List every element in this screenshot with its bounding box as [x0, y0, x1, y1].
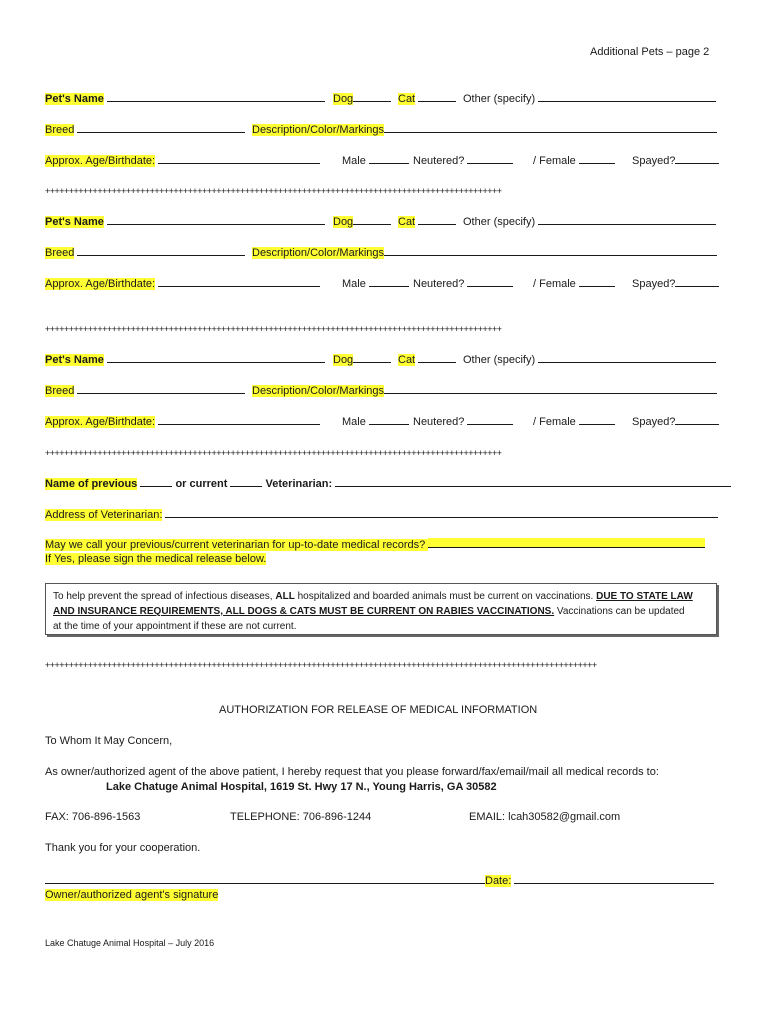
- pets-name-field[interactable]: [107, 215, 325, 225]
- may-we-call-label: May we call your previous/current veterinarian for up-to-date medical records?: [45, 539, 426, 551]
- male-label: Male: [342, 155, 366, 167]
- spayed-label: Spayed?: [632, 416, 676, 428]
- date-label: Date:: [485, 875, 512, 887]
- spayed-label: Spayed?: [632, 155, 676, 167]
- date-field[interactable]: [514, 874, 714, 884]
- notice-all: ALL: [275, 591, 295, 602]
- description-field[interactable]: [384, 384, 717, 394]
- dog-field[interactable]: [353, 353, 391, 363]
- veterinarian-row: [45, 477, 731, 490]
- neutered-field[interactable]: [467, 415, 513, 425]
- to-whom-text: To Whom It May Concern,: [45, 735, 173, 747]
- age-field[interactable]: [158, 154, 320, 164]
- cat-label: Cat: [398, 354, 416, 366]
- age-label: Approx. Age/Birthdate:: [45, 155, 156, 167]
- separator: ++++++++++++++++++++++++++++++++++++++++++++++++++++++++++++++++++++++++++++++++++++++++++++++++: [45, 324, 502, 334]
- cat-field[interactable]: [418, 215, 456, 225]
- age-label: Approx. Age/Birthdate:: [45, 416, 156, 428]
- spayed-field[interactable]: [675, 415, 719, 425]
- description-label: Description/Color/Markings: [252, 124, 385, 136]
- description-label: Description/Color/Markings: [252, 247, 385, 259]
- other-field[interactable]: [538, 215, 716, 225]
- may-we-call-field[interactable]: [428, 538, 705, 548]
- footer-text: Lake Chatuge Animal Hospital – July 2016: [45, 938, 215, 948]
- other-field[interactable]: [538, 353, 716, 363]
- spayed-field[interactable]: [675, 277, 719, 287]
- fax-number: FAX: 706-896-1563: [45, 811, 141, 823]
- dog-label: Dog: [333, 354, 354, 366]
- name-previous-label: Name of previous: [45, 478, 138, 490]
- separator: ++++++++++++++++++++++++++++++++++++++++++++++++++++++++++++++++++++++++++++++++++++++++++++++++++++++++++++++++++++: [45, 660, 597, 670]
- previous-field[interactable]: [140, 477, 172, 487]
- request-text: As owner/authorized agent of the above patient, I hereby request that you please forward/fax/email/mail all medical records to:: [45, 766, 659, 778]
- pets-name-field[interactable]: [107, 92, 325, 102]
- neutered-field[interactable]: [467, 154, 513, 164]
- cat-field[interactable]: [418, 92, 456, 102]
- female-label: / Female: [533, 416, 576, 428]
- other-label: Other (specify): [463, 354, 536, 366]
- dog-field[interactable]: [353, 92, 391, 102]
- notice-state-law: DUE TO STATE LAW: [596, 591, 693, 602]
- female-label: / Female: [533, 155, 576, 167]
- veterinarian-name-field[interactable]: [335, 477, 731, 487]
- notice-requirements: AND INSURANCE REQUIREMENTS, ALL DOGS & CATS MUST BE CURRENT ON RABIES VACCINATIONS.: [53, 606, 555, 617]
- telephone-number: TELEPHONE: 706-896-1244: [230, 811, 372, 823]
- description-field[interactable]: [384, 246, 717, 256]
- female-field[interactable]: [579, 277, 615, 287]
- neutered-label: Neutered?: [413, 278, 465, 290]
- page-label: Additional Pets – page 2: [590, 46, 710, 58]
- female-label: / Female: [533, 278, 576, 290]
- pets-name-label: Pet's Name: [45, 354, 104, 366]
- breed-field[interactable]: [77, 123, 245, 133]
- email-address: EMAIL: lcah30582@gmail.com: [469, 811, 621, 823]
- cat-label: Cat: [398, 93, 416, 105]
- notice-text: Vaccinations can be updated: [554, 606, 685, 617]
- male-label: Male: [342, 278, 366, 290]
- if-yes-text: If Yes, please sign the medical release below.: [45, 553, 267, 565]
- dog-label: Dog: [333, 216, 354, 228]
- cat-label: Cat: [398, 216, 416, 228]
- dog-label: Dog: [333, 93, 354, 105]
- description-field[interactable]: [384, 123, 717, 133]
- authorization-title: AUTHORIZATION FOR RELEASE OF MEDICAL INFORMATION: [219, 704, 538, 716]
- neutered-label: Neutered?: [413, 155, 465, 167]
- neutered-label: Neutered?: [413, 416, 465, 428]
- neutered-field[interactable]: [467, 277, 513, 287]
- hospital-address: Lake Chatuge Animal Hospital, 1619 St. Hwy 17 N., Young Harris, GA 30582: [106, 781, 497, 793]
- female-field[interactable]: [579, 415, 615, 425]
- breed-label: Breed: [45, 385, 75, 397]
- notice-text: at the time of your appointment if these are not current.: [53, 621, 297, 632]
- male-field[interactable]: [369, 154, 409, 164]
- separator: ++++++++++++++++++++++++++++++++++++++++++++++++++++++++++++++++++++++++++++++++++++++++++++++++: [45, 448, 502, 458]
- other-label: Other (specify): [463, 216, 536, 228]
- or-current-label: or current: [175, 478, 228, 490]
- cat-field[interactable]: [418, 353, 456, 363]
- age-field[interactable]: [158, 415, 320, 425]
- description-label: Description/Color/Markings: [252, 385, 385, 397]
- pets-name-label: Pet's Name: [45, 216, 104, 228]
- vaccination-notice-box: [45, 583, 717, 635]
- notice-text: hospitalized and boarded animals must be current on vaccinations.: [294, 591, 597, 602]
- age-field[interactable]: [158, 277, 320, 287]
- separator: ++++++++++++++++++++++++++++++++++++++++++++++++++++++++++++++++++++++++++++++++++++++++++++++++: [45, 186, 502, 196]
- female-field[interactable]: [579, 154, 615, 164]
- current-field[interactable]: [230, 477, 262, 487]
- other-label: Other (specify): [463, 93, 536, 105]
- pets-name-label: Pet's Name: [45, 93, 104, 105]
- male-field[interactable]: [369, 277, 409, 287]
- signature-field[interactable]: [45, 874, 485, 884]
- vet-address-row: [45, 508, 718, 521]
- breed-label: Breed: [45, 124, 75, 136]
- breed-field[interactable]: [77, 246, 245, 256]
- may-we-call-row: [45, 538, 705, 551]
- male-label: Male: [342, 416, 366, 428]
- pets-name-field[interactable]: [107, 353, 325, 363]
- dog-field[interactable]: [353, 215, 391, 225]
- spayed-field[interactable]: [675, 154, 719, 164]
- veterinarian-label: Veterinarian:: [265, 478, 333, 490]
- spayed-label: Spayed?: [632, 278, 676, 290]
- thanks-text: Thank you for your cooperation.: [45, 842, 201, 854]
- breed-field[interactable]: [77, 384, 245, 394]
- notice-text: To help prevent the spread of infectious diseases,: [53, 591, 276, 602]
- other-field[interactable]: [538, 92, 716, 102]
- vet-address-label: Address of Veterinarian:: [45, 509, 163, 521]
- age-label: Approx. Age/Birthdate:: [45, 278, 156, 290]
- signature-label: Owner/authorized agent's signature: [45, 889, 219, 901]
- signature-row: [45, 874, 714, 887]
- male-field[interactable]: [369, 415, 409, 425]
- vet-address-field[interactable]: [165, 508, 718, 518]
- breed-label: Breed: [45, 247, 75, 259]
